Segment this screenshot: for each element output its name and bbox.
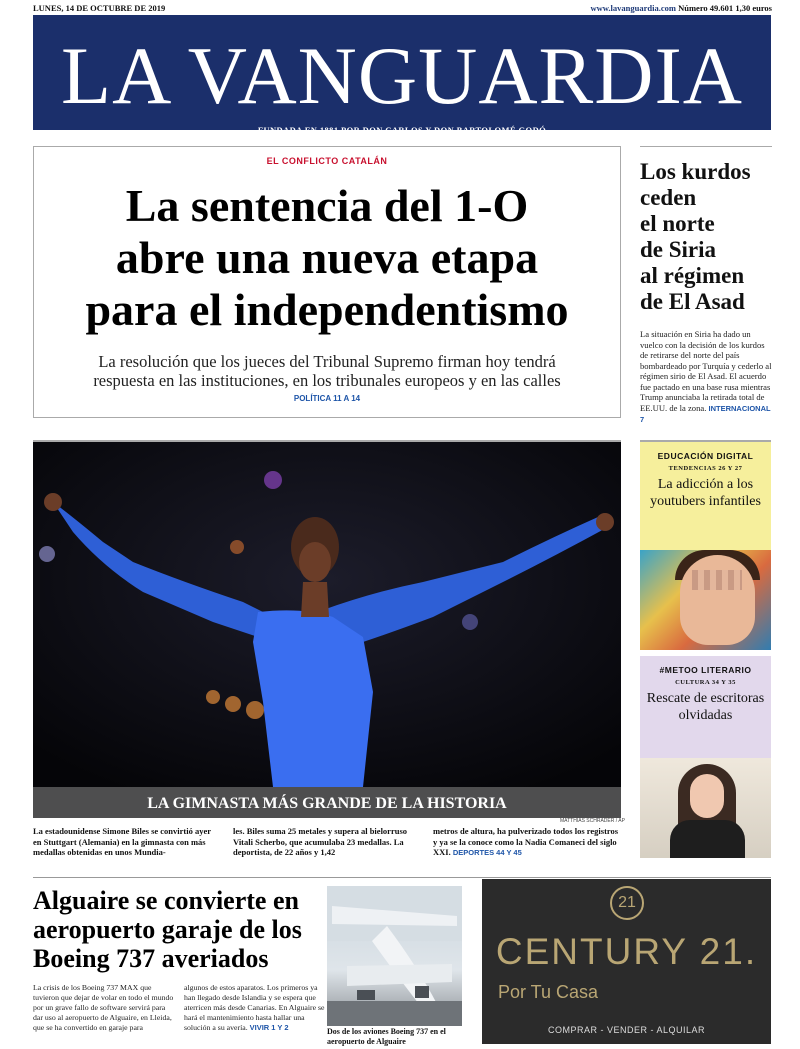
alguaire-headline: Alguaire se convierte en aeropuerto garaje de los Boeing 737 averiados [33, 886, 302, 973]
kurdos-headline-line: de El Asad [640, 289, 745, 314]
side-teaser-box [640, 656, 771, 758]
masthead [33, 15, 771, 135]
alguaire-story[interactable] [33, 886, 325, 1033]
century21-ad[interactable] [482, 879, 771, 1044]
ad-brand: CENTURY 21. [495, 931, 758, 972]
lead-headline-line: La sentencia del 1-O [125, 180, 529, 231]
side-teaser-section: CULTURA 34 Y 35 [675, 679, 736, 686]
photo-text-col: La estadounidense Simone Biles se convirtió ayer en Stuttgart (Alemania) en la gimnasta con más medallas obtenidas en unos Mundia- [33, 826, 211, 857]
child-photo [640, 550, 771, 650]
side-teaser-kicker: #METOO LITERARIO [659, 665, 752, 675]
photo-credit: MATTHIAS SCHRADER / AP [560, 818, 625, 824]
alguaire-body [33, 983, 325, 1033]
alguaire-col [184, 983, 325, 1033]
side-teaser-kicker: EDUCACIÓN DIGITAL [657, 451, 754, 461]
alguaire-col: La crisis de los Boeing 737 MAX que tuvieron que dejar de volar en todo el mundo por un grave fallo de software servirá para dar uso al aeropuerto de Alguaire, en Lleida, que se ha convertido en garaje para [33, 983, 174, 1032]
photo-text-col [433, 826, 621, 859]
side-teaser-education[interactable] [640, 440, 771, 650]
issue-number: Número 49.601 [678, 3, 734, 13]
writer-photo [640, 758, 771, 858]
kurdos-body [640, 329, 772, 426]
kurdos-body-text: La situación en Siria ha dado un vuelco con la decisión de los kurdos de retirarse del norte del país bombardeado por Turquía y cederlo al régimen sirio de El Asad. El acuerdo fue pactado en una base rusa mientras Trump anunciaba la retirada total de EE.UU. de la zona. [640, 329, 772, 413]
photo-text-body: metros de altura, ha pulverizado todos los registros y ya se la conoce como la Nadia Comaneci del siglo XXI. [433, 826, 619, 857]
side-teaser-section: TENDENCIAS 26 Y 27 [668, 465, 743, 472]
lead-headline [34, 180, 620, 336]
kurdos-story[interactable] [640, 146, 772, 424]
side-teaser-culture[interactable] [640, 656, 771, 858]
website-url[interactable]: www.lavanguardia.com [590, 3, 676, 13]
founded-line: FUNDADA EN 1881 POR DON CARLOS Y DON BARTOLOMÉ GODÓ [257, 125, 547, 135]
century21-seal: 21 [610, 886, 644, 920]
lead-subhead [34, 352, 620, 390]
photo-shape [670, 820, 745, 858]
kurdos-headline-line: ceden [640, 185, 697, 210]
kurdos-headline-line: de Siria [640, 237, 717, 262]
kurdos-section-ref[interactable]: INTERNACIONAL 7 [640, 403, 771, 424]
gymnast-illustration [33, 442, 621, 787]
alguaire-section-ref[interactable]: VIVIR 1 Y 2 [249, 1023, 289, 1032]
plane-photo-caption: Dos de los aviones Boeing 737 en el aeropuerto de Alguaire [327, 1027, 446, 1046]
photo-text-col: les. Biles suma 25 metales y supera al bielorruso Vitali Scherbo, que acumulaba 23 medallas. La deportista, de 22 años y 1,42 [233, 826, 408, 857]
section-divider [33, 877, 771, 878]
kurdos-headline-line: Los kurdos [640, 159, 751, 184]
lead-subhead-line: respuesta en las instituciones, en los tribunales europeos y en las calles [93, 371, 561, 390]
issue-date: LUNES, 14 DE OCTUBRE DE 2019 [33, 3, 166, 13]
alguaire-col-text: algunos de estos aparatos. Los primeros ya han llegado desde Islandia y se espera que aterricen más desde Canarias. En Alguaire se hará el mantenimiento hasta hallar una solución a su avería. [184, 983, 325, 1032]
pixelated-eyes [692, 570, 742, 590]
lead-headline-line: para el independentismo [85, 284, 569, 335]
side-teaser-title: La adicción a los youtubers infantiles [650, 477, 761, 509]
lead-subhead-line: La resolución que los jueces del Tribunal Supremo firman hoy tendrá [98, 352, 556, 371]
lead-headline-line: abre una nueva etapa [115, 232, 539, 283]
photo-shape [690, 774, 724, 818]
side-teaser-title: Rescate de escritoras olvidadas [646, 691, 765, 723]
lead-section-ref[interactable]: POLÍTICA 11 A 14 [293, 394, 361, 403]
lead-kicker: EL CONFLICTO CATALÁN [266, 156, 388, 166]
photo-caption: LA GIMNASTA MÁS GRANDE DE LA HISTORIA [33, 787, 621, 818]
top-line [33, 3, 772, 15]
gymnast-photo[interactable] [33, 440, 621, 818]
plane-illustration [327, 886, 462, 1026]
photo-shape [680, 555, 755, 645]
kurdos-headline-line: al régimen [640, 263, 745, 288]
kurdos-headline-line: el norte [640, 211, 715, 236]
photo-section-ref[interactable]: DEPORTES 44 Y 45 [452, 848, 522, 857]
newspaper-logo: LA VANGUARDIA [61, 30, 743, 121]
kurdos-headline [640, 159, 772, 315]
issue-price: 1,30 euros [735, 3, 772, 13]
ad-tagline: Por Tu Casa [498, 982, 599, 1002]
side-teaser-box [640, 442, 771, 550]
photo-text [33, 826, 621, 859]
lead-story[interactable] [33, 146, 621, 418]
plane-photo[interactable] [327, 886, 462, 1026]
issue-info [590, 3, 772, 13]
ad-services: COMPRAR - VENDER - ALQUILAR [547, 1025, 706, 1035]
